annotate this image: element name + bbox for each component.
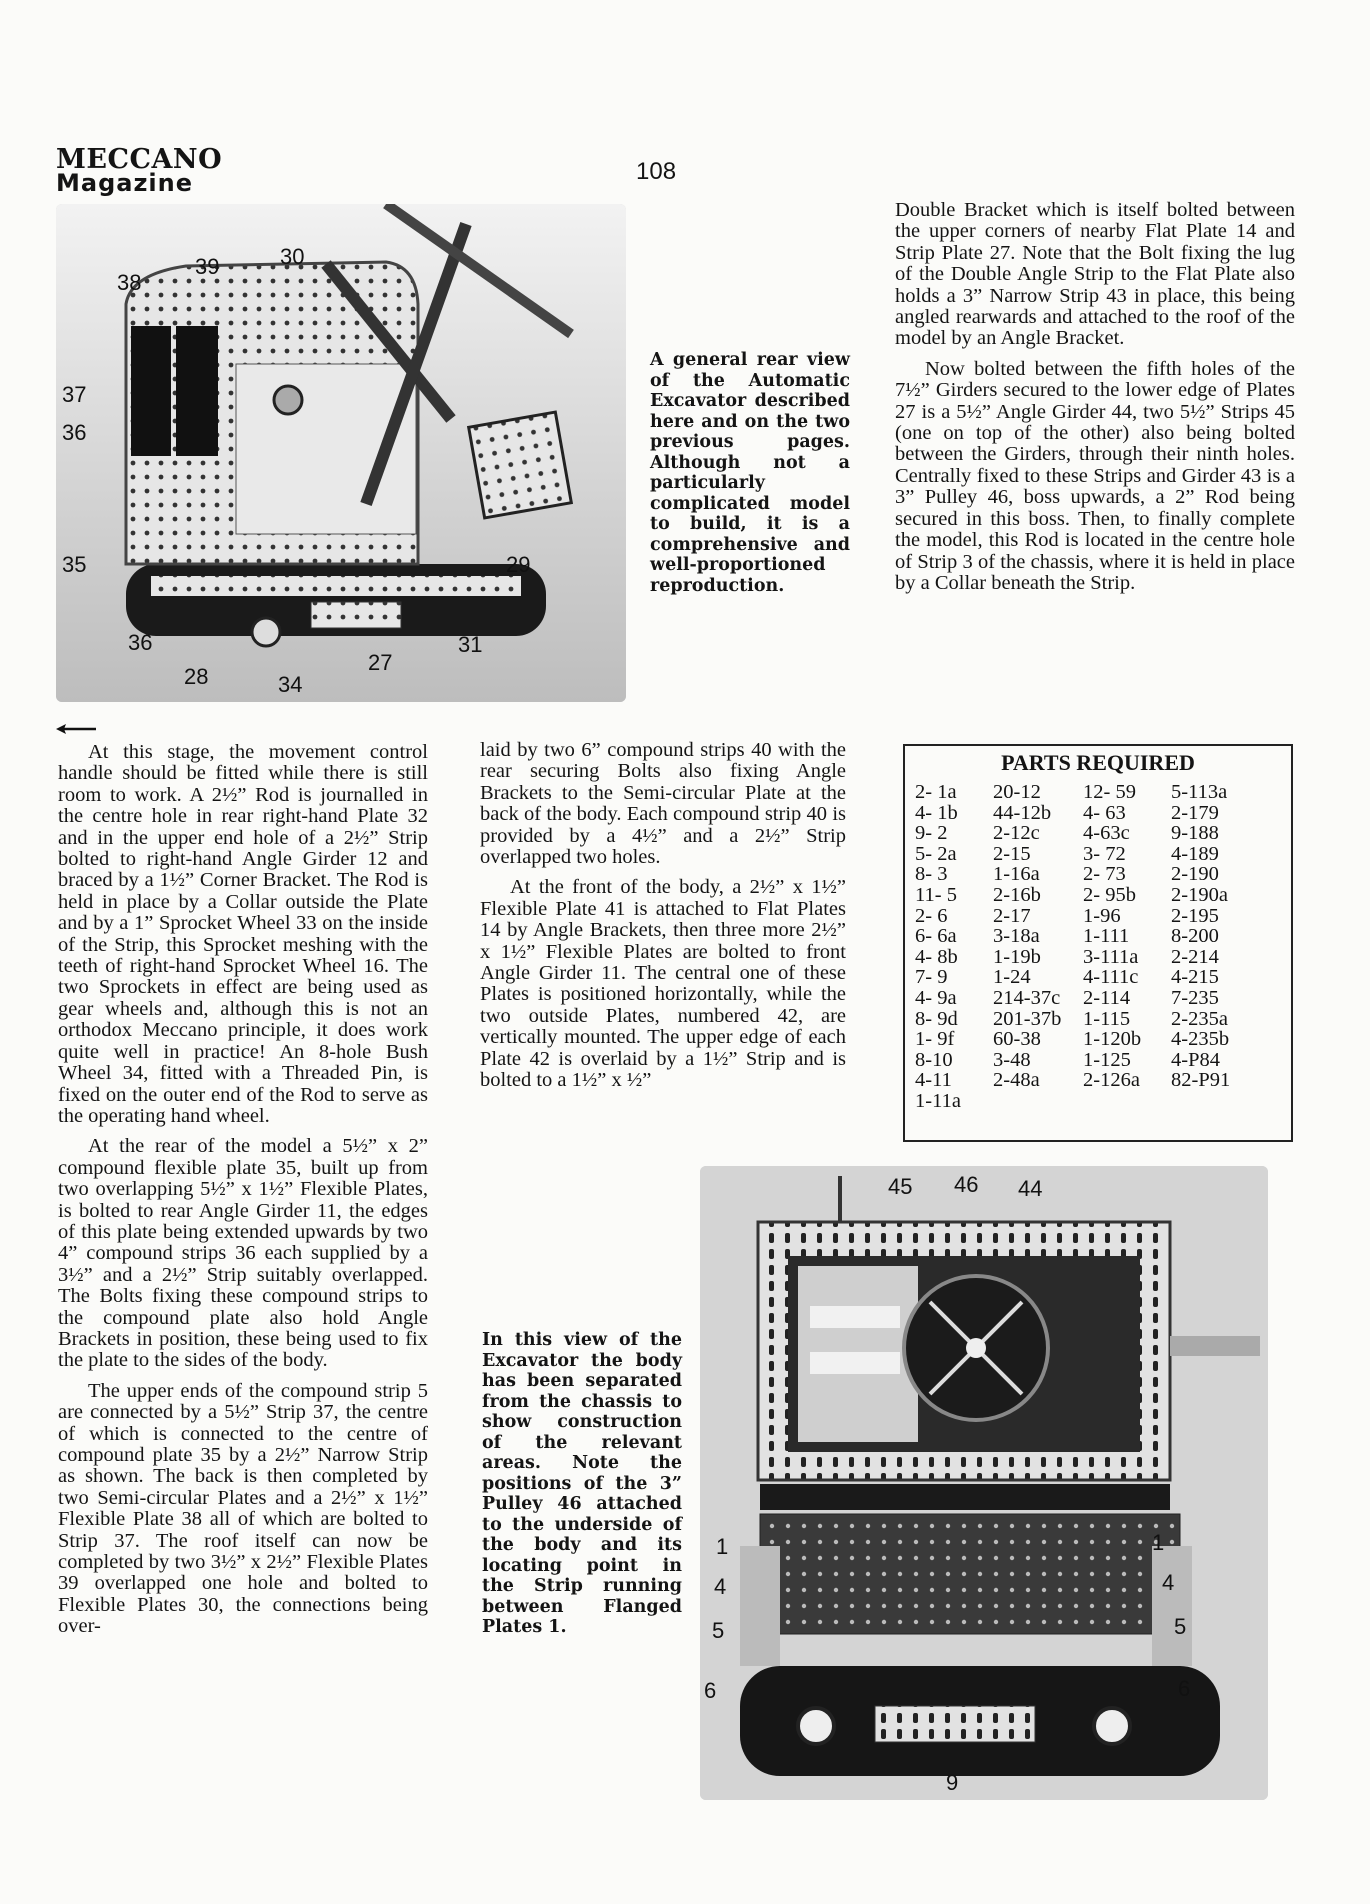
parts-cell: 2-214 bbox=[1171, 945, 1219, 968]
parts-required-table bbox=[915, 782, 1281, 1112]
parts-cell: 1-111 bbox=[1083, 925, 1130, 948]
paragraph: The upper ends of the compound strip 5 are connected by a 5½” Strip 37, the centre of which is connected to the centre of compound plate 35 by a 2½” Narrow Strip as shown. The back is then completed by two Semi-circular Plates and a 2½” x 1½” Flexible Plate 38 all of which are bolted to Strip 37. The roof itself can now be completed by two 3½” x 2½” Flexible Plates 39 overlapped one hole and bolted to Flexible Plates 30, the connections being over- bbox=[58, 1379, 428, 1638]
paragraph: laid by two 6” compound strips 40 with the rear securing Bolts also fixing Angle Brackets to the Semi-circular Plate at the back of the body. Each compound strip 40 is provided by a 4½” and a 2½” Strip overlapped two holes. bbox=[480, 739, 846, 869]
excavator-rear-photo bbox=[56, 204, 626, 702]
parts-cell: 1-120b bbox=[1083, 1028, 1142, 1051]
parts-cell: 9-188 bbox=[1171, 822, 1219, 845]
parts-cell: 7-235 bbox=[1171, 986, 1219, 1009]
callout-9: 9 bbox=[946, 1770, 959, 1795]
parts-cell: 2-195 bbox=[1171, 904, 1219, 927]
callout-36-upper: 36 bbox=[62, 420, 87, 445]
parts-cell: 2- 73 bbox=[1083, 863, 1126, 886]
callout-29: 29 bbox=[506, 552, 531, 577]
parts-cell: 2-48a bbox=[993, 1069, 1040, 1092]
callout-45: 45 bbox=[888, 1174, 913, 1199]
callout-39: 39 bbox=[195, 254, 220, 279]
parts-cell: 2-114 bbox=[1083, 986, 1131, 1009]
parts-cell: 2-179 bbox=[1171, 801, 1219, 824]
callout-35: 35 bbox=[62, 552, 87, 577]
parts-cell: 2-12c bbox=[993, 822, 1040, 845]
parts-cell: 4-235b bbox=[1171, 1028, 1230, 1051]
parts-cell: 1-96 bbox=[1083, 904, 1121, 927]
right-column-text bbox=[895, 200, 1295, 603]
callout-6-right: 6 bbox=[1178, 1676, 1191, 1701]
callout-5-left: 5 bbox=[712, 1618, 725, 1643]
parts-required-title: PARTS REQUIRED bbox=[1001, 750, 1195, 775]
parts-cell: 4-189 bbox=[1171, 842, 1219, 865]
callout-4-right: 4 bbox=[1162, 1570, 1175, 1595]
parts-cell: 2-235a bbox=[1171, 1007, 1228, 1030]
parts-cell bbox=[1083, 1091, 1171, 1112]
parts-cell: 2- 1a bbox=[915, 781, 957, 803]
parts-cell: 4-111c bbox=[1083, 966, 1139, 989]
parts-cell bbox=[1171, 1091, 1261, 1112]
parts-cell: 8-200 bbox=[1171, 925, 1219, 948]
parts-cell: 214-37c bbox=[993, 986, 1061, 1009]
parts-cell: 1-115 bbox=[1083, 1007, 1131, 1030]
parts-required-box bbox=[903, 744, 1293, 1142]
parts-cell: 2-16b bbox=[993, 883, 1041, 906]
callout-46: 46 bbox=[954, 1172, 979, 1197]
parts-cell: 8- 9d bbox=[915, 1007, 958, 1030]
parts-cell: 4-11 bbox=[915, 1069, 952, 1092]
callout-5-right: 5 bbox=[1174, 1614, 1187, 1639]
parts-cell: 4- 8b bbox=[915, 945, 958, 968]
callout-1-left: 1 bbox=[716, 1534, 729, 1559]
callout-28: 28 bbox=[184, 664, 209, 689]
parts-cell: 3-18a bbox=[993, 925, 1040, 948]
parts-cell: 4- 63 bbox=[1083, 801, 1126, 824]
paragraph: At the front of the body, a 2½” x 1½” Flexible Plate 41 is attached to Flat Plates 14 by Angle Brackets, then three more 2½” x 1½” Flexible Plates are bolted to front Angle Girder 11. The central one of these Plates is positioned horizontally, while the two outside Plates, numbered 42, are vertically mounted. The upper edge of each Plate 42 is overlaid by a 1½” Strip and is bolted to a 1½” x ½” bbox=[480, 876, 846, 1092]
parts-cell: 1-19b bbox=[993, 945, 1041, 968]
parts-cell: 8- 3 bbox=[915, 863, 948, 886]
excavator-chassis-photo bbox=[700, 1166, 1268, 1800]
parts-cell: 3-111a bbox=[1083, 945, 1139, 968]
parts-cell: 3-48 bbox=[993, 1048, 1031, 1071]
parts-cell: 1-24 bbox=[993, 966, 1031, 989]
parts-cell: 2-126a bbox=[1083, 1069, 1140, 1092]
parts-cell: 3- 72 bbox=[1083, 842, 1126, 865]
masthead-brand: MECCANO bbox=[56, 144, 223, 175]
parts-cell: 2-17 bbox=[993, 904, 1031, 927]
page-number: 108 bbox=[636, 158, 677, 185]
left-column-text bbox=[58, 742, 428, 1647]
parts-cell bbox=[993, 1091, 1083, 1112]
callout-6-left: 6 bbox=[704, 1678, 717, 1703]
parts-cell: 2-15 bbox=[993, 842, 1031, 865]
callout-34: 34 bbox=[278, 672, 303, 697]
callout-4-left: 4 bbox=[714, 1574, 727, 1599]
parts-cell: 4- 9a bbox=[915, 986, 957, 1009]
callout-1-right: 1 bbox=[1152, 1530, 1165, 1555]
left-arrow-icon bbox=[56, 724, 96, 734]
parts-cell: 1- 9f bbox=[915, 1028, 955, 1051]
parts-cell: 4-P84 bbox=[1171, 1048, 1220, 1071]
parts-cell: 2- 6 bbox=[915, 904, 948, 927]
parts-cell: 60-38 bbox=[993, 1028, 1041, 1051]
parts-cell: 2-190 bbox=[1171, 863, 1219, 886]
parts-cell: 201-37b bbox=[993, 1007, 1062, 1030]
parts-cell: 4- 1b bbox=[915, 801, 958, 824]
paragraph: Now bolted between the fifth holes of the 7½” Girders secured to the lower edge of Plates 27 is a 5½” Angle Girder 44, two 5½” Strips 45 (one on top of the other) also being bolted between the Girders, through their ninth holes. Centrally fixed to these Strips and Girder 43 is a 3” Pulley 46, boss upwards, a 2” Rod being secured in this boss. Then, to finally complete the model, this Rod is located in the centre hole of Strip 3 of the chassis, where it is held in place by a Collar beneath the Strip. bbox=[895, 357, 1295, 594]
parts-cell: 7- 9 bbox=[915, 966, 948, 989]
middle-column-text bbox=[480, 740, 846, 1101]
parts-cell: 20-12 bbox=[993, 781, 1041, 803]
paragraph: Double Bracket which is itself bolted between the upper corners of nearby Flat Plate 14 and Strip Plate 27. Note that the Bolt fixing the lug of the Double Angle Strip to the Flat Plate also holds a 3” Narrow Strip 43 in place, this being angled rearwards and attached to the roof of the model by an Angle Bracket. bbox=[895, 199, 1295, 350]
parts-cell: 1-11a bbox=[915, 1089, 961, 1112]
parts-cell: 8-10 bbox=[915, 1048, 953, 1071]
parts-cell: 6- 6a bbox=[915, 925, 957, 948]
masthead-title: Magazine bbox=[56, 169, 194, 197]
parts-cell: 2-190a bbox=[1171, 883, 1228, 906]
parts-cell: 12- 59 bbox=[1083, 781, 1136, 803]
parts-cell: 1-16a bbox=[993, 863, 1040, 886]
parts-cell: 82-P91 bbox=[1171, 1069, 1231, 1092]
rear-view-caption: A general rear view of the Automatic Excavator described here and on the two previous pages. Although not a particularly complicated model to build, it is a comprehensive and well-proportioned reproduction. bbox=[650, 350, 850, 596]
callout-38: 38 bbox=[117, 270, 142, 295]
parts-cell: 5- 2a bbox=[915, 842, 957, 865]
magazine-masthead bbox=[56, 146, 222, 195]
chassis-view-caption: In this view of the Excavator the body has been separated from the chassis to show construction of the relevant areas. Note the positions of the 3” Pulley 46 attached to the underside of the body and its locating point in the Strip running between Flanged Plates 1. bbox=[482, 1330, 682, 1637]
parts-cell: 2- 95b bbox=[1083, 883, 1136, 906]
callout-27: 27 bbox=[368, 650, 393, 675]
callout-30: 30 bbox=[280, 244, 305, 269]
excavator-rear-illustration bbox=[56, 204, 626, 702]
parts-cell: 4-63c bbox=[1083, 822, 1130, 845]
paragraph: At the rear of the model a 5½” x 2” compound flexible plate 35, built up from two overlapping 5½” x 1½” Flexible Plates, is bolted to rear Angle Girder 11, the edges of this plate being extended upwards by two 4” compound strips 36 each supplied by a 3½” and a 2½” Strip suitably overlapped. The Bolts fixing these compound strips to the compound plate also hold Angle Brackets in position, these being used to fix the plate to the sides of the body. bbox=[58, 1135, 428, 1372]
parts-cell: 9- 2 bbox=[915, 822, 948, 845]
callout-44: 44 bbox=[1018, 1176, 1043, 1201]
parts-cell: 4-215 bbox=[1171, 966, 1219, 989]
callout-36-lower: 36 bbox=[128, 630, 153, 655]
parts-cell: 5-113a bbox=[1171, 781, 1228, 803]
paragraph: At this stage, the movement control handle should be fitted while there is still room to work. A 2½” Rod is journalled in the centre hole in rear right-hand Plate 32 and in the upper end hole of a 2½” Strip bolted to right-hand Angle Girder 12 and braced by a 1½” Corner Bracket. The Rod is held in place by a Collar outside the Plate and by a 1” Sprocket Wheel 33 on the inside of the Strip, this Sprocket meshing with the teeth of right-hand Sprocket Wheel 16. The two Sprockets in effect are being used as gear wheels and, although this is not an orthodox Meccano principle, it does work quite well in practice! An 8-hole Bush Wheel 34, fitted with a Threaded Pin, is fixed on the outer end of the Rod to serve as the operating hand wheel. bbox=[58, 741, 428, 1127]
parts-cell: 1-125 bbox=[1083, 1048, 1131, 1071]
callout-37: 37 bbox=[62, 382, 87, 407]
callout-31: 31 bbox=[458, 632, 483, 657]
excavator-chassis-illustration bbox=[700, 1166, 1268, 1800]
parts-cell: 44-12b bbox=[993, 801, 1052, 824]
parts-cell: 11- 5 bbox=[915, 883, 957, 906]
